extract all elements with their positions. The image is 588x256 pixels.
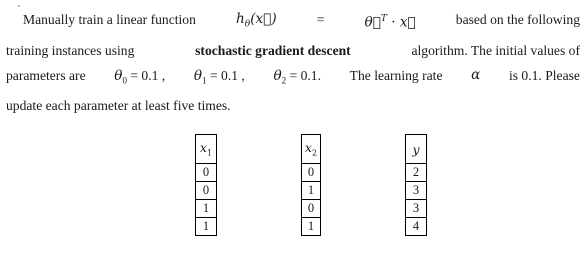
table-row — [196, 182, 427, 200]
problem-line-2 — [6, 38, 580, 63]
header-x1 — [196, 135, 217, 164]
theta-value: = 0.1 , — [130, 67, 166, 83]
function-subscript: θ — [244, 19, 251, 30]
header-spacer — [321, 135, 406, 164]
cell-x2: 0 — [302, 200, 321, 218]
text-segment: algorithm. The initial values of — [411, 42, 580, 58]
text-segment: The learning rate — [349, 67, 443, 83]
function-argument: (x⃗) — [250, 11, 277, 27]
cell-y: 3 — [406, 182, 427, 200]
theta-subscript: 0 — [122, 75, 127, 86]
alpha-symbol: α — [471, 66, 481, 83]
table-row — [196, 200, 427, 218]
text-segment: based on the following — [455, 12, 580, 27]
transpose-mark: T — [380, 14, 387, 24]
theta-symbol: θ — [273, 67, 282, 84]
training-data-table — [195, 134, 427, 236]
theta-subscript: 1 — [202, 75, 207, 86]
emphasized-term: stochastic gradient descent — [195, 42, 351, 58]
table-body — [196, 164, 427, 236]
cell-x1: 1 — [196, 218, 217, 236]
cell-x2: 1 — [302, 218, 321, 236]
equals-sign: = — [316, 12, 325, 27]
cell-x1: 0 — [196, 164, 217, 182]
cell-spacer — [217, 182, 302, 200]
cell-x2: 1 — [302, 182, 321, 200]
text-segment: Manually train a linear function — [23, 12, 196, 27]
problem-line-4 — [6, 93, 580, 118]
margin-mark: ` — [17, 4, 21, 16]
text-segment: is 0.1. Please — [508, 67, 580, 83]
text-segment: update each parameter at least five times. — [6, 98, 231, 114]
header-x1-subscript: 1 — [206, 148, 213, 158]
table-header-row — [196, 135, 427, 164]
theta2-assignment — [273, 63, 321, 94]
cell-spacer — [217, 164, 302, 182]
cell-x1: 1 — [196, 200, 217, 218]
cell-spacer — [321, 218, 406, 236]
cell-spacer — [321, 182, 406, 200]
table-row — [196, 218, 427, 236]
cell-y: 3 — [406, 200, 427, 218]
x-vector: · x⃗ — [391, 14, 416, 31]
theta-vector: θ⃗ — [364, 14, 381, 31]
header-x2-symbol: x — [304, 140, 312, 156]
cell-y: 4 — [406, 218, 427, 236]
cell-spacer — [321, 200, 406, 218]
cell-spacer — [321, 164, 406, 182]
header-x1-symbol: x — [199, 140, 207, 156]
cell-x1: 0 — [196, 182, 217, 200]
table-row — [196, 164, 427, 182]
theta-subscript: 2 — [281, 75, 287, 86]
cell-spacer — [217, 200, 302, 218]
problem-line-3 — [6, 63, 580, 94]
cell-x2: 0 — [302, 164, 321, 182]
theta-value: = 0.1 , — [209, 67, 245, 83]
theta0-assignment — [114, 63, 165, 94]
hypothesis-function — [236, 7, 277, 38]
header-spacer — [217, 135, 302, 164]
theta-value: = 0.1. — [289, 67, 322, 83]
cell-spacer — [217, 218, 302, 236]
function-definition — [365, 7, 416, 38]
function-name: h — [236, 11, 245, 27]
theta-symbol: θ — [193, 67, 203, 84]
problem-statement — [6, 4, 580, 118]
problem-line-1 — [6, 4, 580, 38]
header-x2-subscript: 2 — [311, 148, 318, 158]
theta1-assignment — [194, 63, 245, 94]
header-y: y — [406, 135, 427, 164]
header-x2 — [302, 135, 321, 164]
cell-y: 2 — [406, 164, 427, 182]
text-segment: parameters are — [6, 67, 86, 83]
text-segment: training instances using — [6, 42, 135, 58]
theta-symbol: θ — [114, 67, 123, 84]
